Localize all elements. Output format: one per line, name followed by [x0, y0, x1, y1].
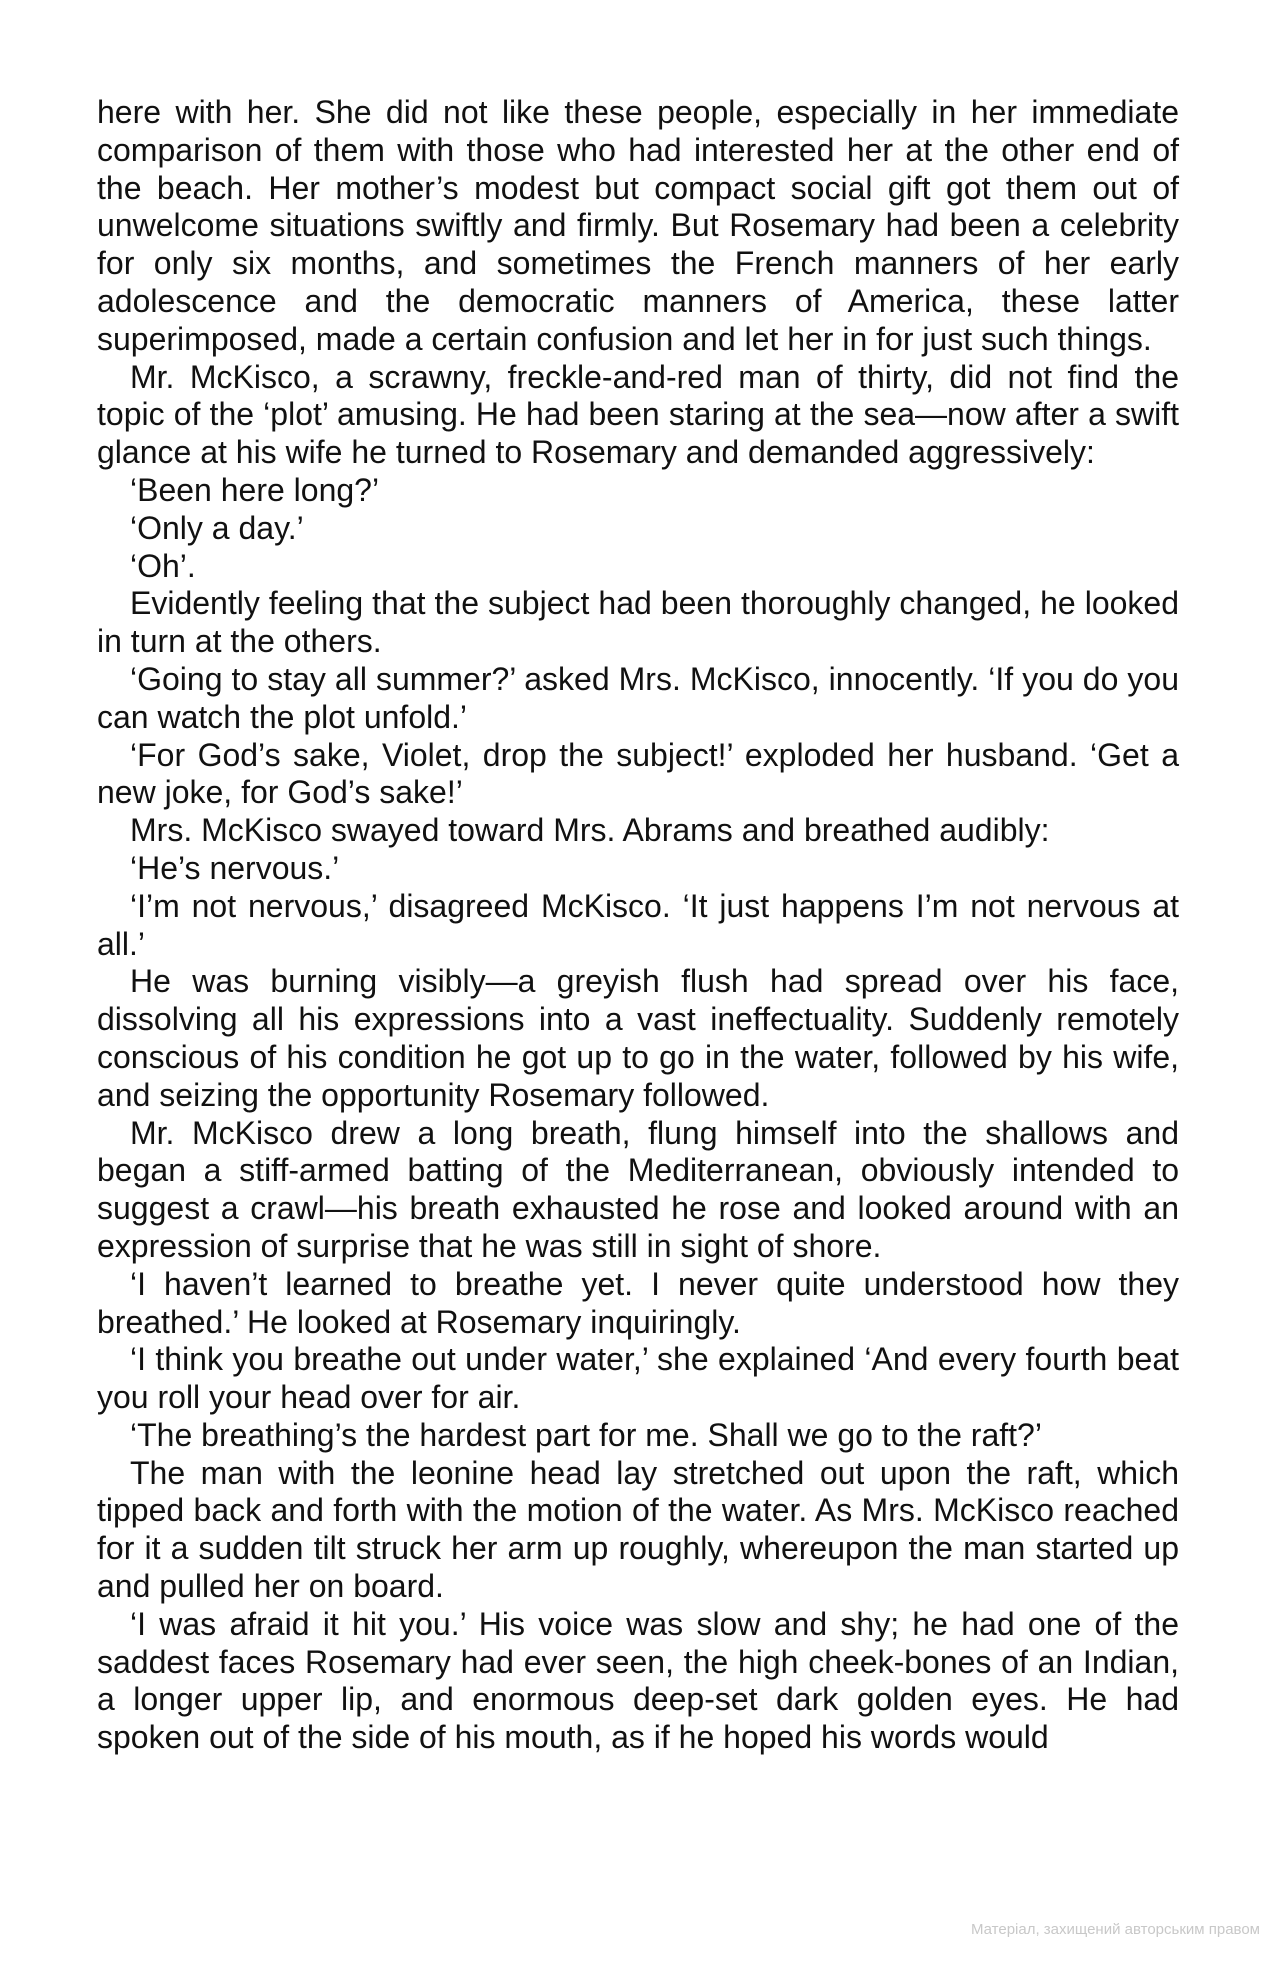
- paragraph: He was burning visibly—a greyish flush had spread over his face, dissolving all his expressions into a vast ineffectuality. Suddenly remotely conscious of his condition he got up to go in the water, followed by his wife, and seizing the opportunity Rosemary followed.: [97, 963, 1179, 1113]
- paragraph: Evidently feeling that the subject had been thoroughly changed, he looked in turn at the others.: [97, 585, 1179, 660]
- paragraph: ‘Only a day.’: [130, 509, 304, 546]
- paragraph: ‘Been here long?’: [130, 471, 380, 508]
- book-page-text: [97, 94, 1179, 1757]
- paragraph: ‘I think you breathe out under water,’ she explained ‘And every fourth beat you roll your head over for air.: [97, 1341, 1179, 1416]
- paragraph: Mr. McKisco drew a long breath, flung himself into the shallows and began a stiff-armed batting of the Mediterranean, obviously intended to suggest a crawl—his breath exhausted he rose and looked around with an expression of surprise that he was still in sight of shore.: [97, 1114, 1179, 1264]
- paragraph: The man with the leonine head lay stretched out upon the raft, which tipped back and forth with the motion of the water. As Mrs. McKisco reached for it a sudden tilt struck her arm up roughly, whereupon the man started up and pulled her on board.: [97, 1454, 1179, 1605]
- paragraph: ‘Oh’.: [130, 547, 196, 584]
- paragraph: ‘He’s nervous.’: [130, 849, 340, 886]
- paragraph: ‘Going to stay all summer?’ asked Mrs. McKisco, innocently. ‘If you do you can watch the plot unfold.’: [97, 660, 1179, 735]
- paragraph: Mrs. McKisco swayed toward Mrs. Abrams and breathed audibly:: [130, 812, 1050, 849]
- paragraph: Mr. McKisco, a scrawny, freckle-and-red man of thirty, did not find the topic of the ‘plot’ amusing. He had been staring at the sea—now after a swift glance at his wife he turned to Rosemary and demanded aggressively:: [97, 358, 1179, 471]
- copyright-watermark: Матеріал, захищений авторським правом: [970, 1921, 1260, 1938]
- paragraph: ‘I was afraid it hit you.’ His voice was slow and shy; he had one of the saddest faces Rosemary had ever seen, the high cheek-bones of an Indian, a longer upper lip, and enormous deep-set dark golden eyes. He had spoken out of the side of his mouth, as if he hoped his words would: [97, 1605, 1179, 1756]
- paragraph: ‘I’m not nervous,’ disagreed McKisco. ‘It just happens I’m not nervous at all.’: [97, 887, 1179, 962]
- paragraph: ‘The breathing’s the hardest part for me. Shall we go to the raft?’: [130, 1416, 1042, 1453]
- paragraph: here with her. She did not like these people, especially in her immediate comparison of them with those who had interested her at the other end of the beach. Her mother’s modest but compact social gift got them out of unwelcome situations swiftly and firmly. But Rosemary had been a celebrity for only six months, and sometimes the French manners of her early adolescence and the democratic manners of America, these latter superimposed, made a certain confusion and let her in for just such things.: [97, 94, 1179, 357]
- paragraph: ‘For God’s sake, Violet, drop the subject!’ exploded her husband. ‘Get a new joke, for God’s sake!’: [97, 736, 1179, 811]
- paragraph: ‘I haven’t learned to breathe yet. I never quite understood how they breathed.’ He looked at Rosemary inquiringly.: [97, 1265, 1179, 1340]
